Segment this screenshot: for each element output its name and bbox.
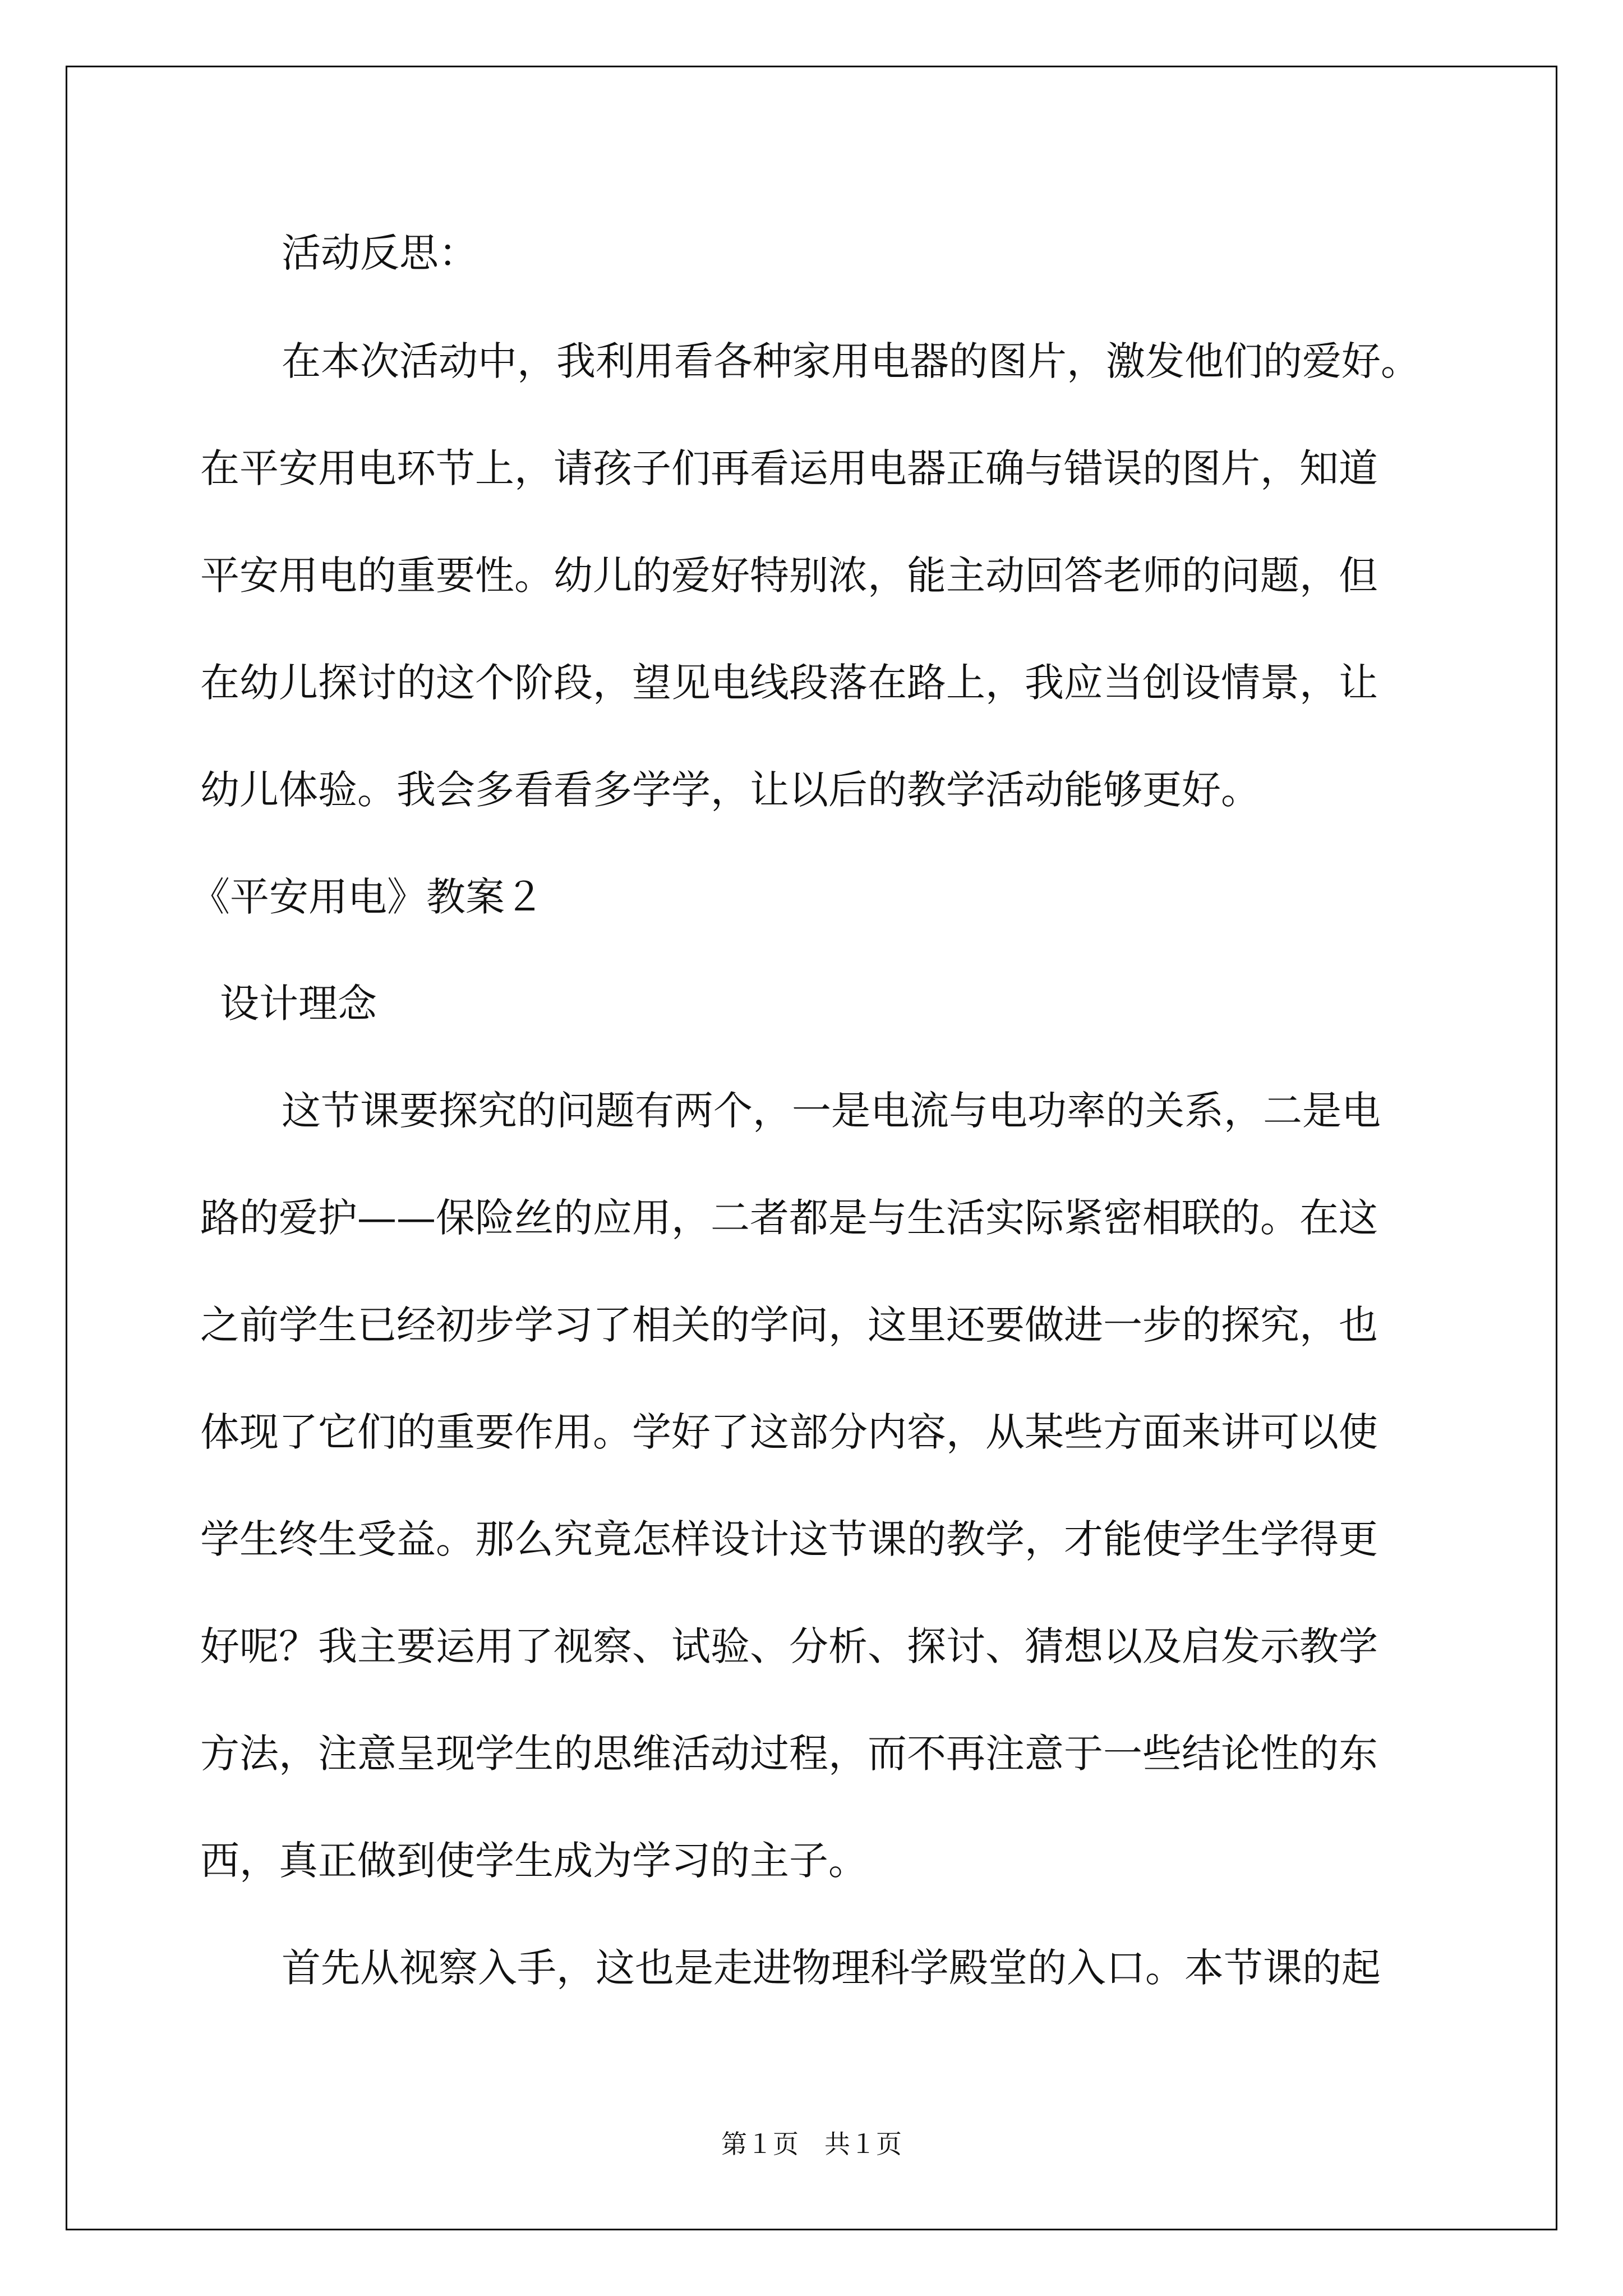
paragraph-line: 首先从视察入手，这也是走进物理科学殿堂的入口。本节课的起 [282,1945,1381,1991]
paragraph-line: 这节课要探究的问题有两个，一是电流与电功率的关系，二是电 [282,1088,1381,1134]
section-heading-design: 设计理念 [220,981,377,1027]
paragraph-line: 方法，注意呈现学生的思维活动过程，而不再注意于一些结论性的东 [200,1731,1378,1777]
paragraph-line: 西，真正做到使学生成为学习的主子。 [200,1838,868,1884]
page-footer: 第１页 共１页 [721,2129,902,2159]
paragraph-line: 学生终生受益。那么究竟怎样设计这节课的教学，才能使学生学得更 [200,1516,1378,1562]
paragraph-line: 体现了它们的重要作用。学好了这部分内容，从某些方面来讲可以使 [200,1409,1378,1455]
document-title: 《平安用电》教案２ [191,874,544,920]
paragraph-line: 在幼儿探讨的这个阶段，望见电线段落在路上，我应当创设情景，让 [200,660,1378,706]
paragraph-line: 之前学生已经初步学习了相关的学问，这里还要做进一步的探究，也 [200,1302,1378,1348]
paragraph-line: 在平安用电环节上，请孩子们再看运用电器正确与错误的图片，知道 [200,445,1378,491]
paragraph-line: 幼儿体验。我会多看看多学学，让以后的教学活动能够更好。 [200,767,1260,813]
paragraph-line: 平安用电的重要性。幼儿的爱好特别浓，能主动回答老师的问题，但 [200,553,1378,599]
paragraph-line: 路的爱护——保险丝的应用，二者都是与生活实际紧密相联的。在这 [200,1195,1378,1241]
paragraph-line: 在本次活动中，我利用看各种家用电器的图片，激发他们的爱好。 [282,338,1420,384]
page-border [66,66,1557,2230]
section-heading-reflection: 活动反思： [282,230,478,276]
paragraph-line: 好呢？我主要运用了视察、试验、分析、探讨、猜想以及启发示教学 [200,1623,1378,1669]
